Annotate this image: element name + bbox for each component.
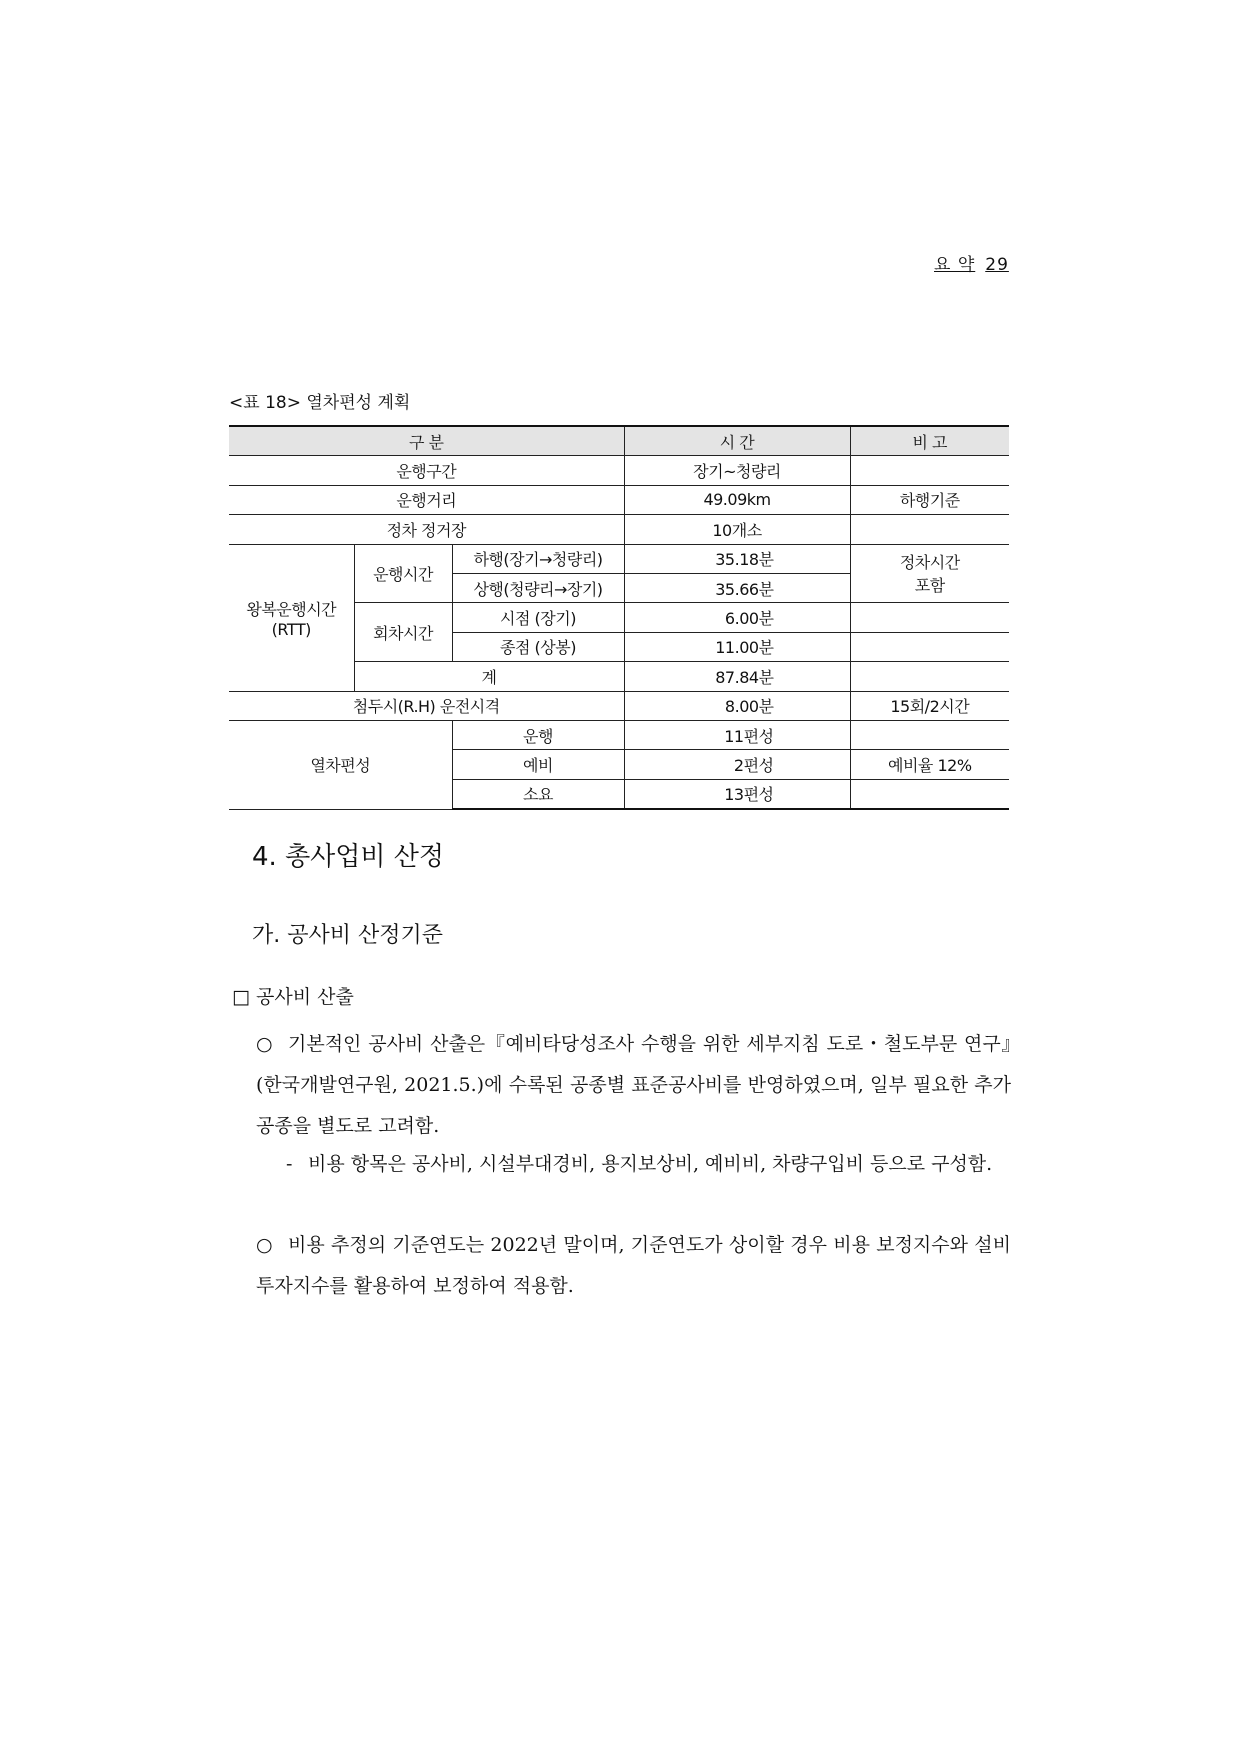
page-number: 29: [985, 255, 1009, 275]
row-label: 시점 (장기): [452, 603, 624, 632]
row-note: [850, 662, 1009, 691]
dash-paragraph: [286, 1144, 1011, 1185]
bullet-paragraph: [256, 1225, 1011, 1307]
table-row: [229, 515, 1009, 544]
row-value: 6.00분: [624, 603, 850, 632]
table-header-row: [229, 426, 1009, 456]
row-note: 예비율 12%: [850, 750, 1009, 779]
row-value: 13편성: [624, 779, 850, 809]
table-row: [229, 544, 1009, 573]
rtt-label: 왕복운행시간 (RTT): [229, 544, 354, 691]
row-label: 종점 (상봉): [452, 632, 624, 661]
dash-text: 비용 항목은 공사비, 시설부대경비, 용지보상비, 예비비, 차량구입비 등으로 구성함.: [308, 1153, 993, 1175]
row-value: 35.18분: [624, 544, 850, 573]
bullet-marker: ○: [256, 1033, 273, 1055]
row-value: 8.00분: [624, 691, 850, 720]
row-value: 49.09km: [624, 485, 850, 514]
subsection-title: 가. 공사비 산정기준: [252, 923, 443, 948]
run-note: 정차시간 포함: [850, 544, 1009, 603]
row-note: [850, 515, 1009, 544]
row-value: 11.00분: [624, 632, 850, 661]
row-label: 하행(장기→청량리): [452, 544, 624, 573]
header-category: 구 분: [229, 426, 624, 456]
page-header: [934, 250, 1009, 275]
row-note: [850, 456, 1009, 485]
row-note: 15회/2시간: [850, 691, 1009, 720]
row-value: 10개소: [624, 515, 850, 544]
bullet-marker: ○: [256, 1234, 273, 1256]
row-label: 첨두시(R.H) 운전시격: [229, 691, 624, 720]
row-note: [850, 779, 1009, 809]
bullet-text: 기본적인 공사비 산출은『예비타당성조사 수행을 위한 세부지침 도로・철도부문 연구』(한국개발연구원, 2021.5.)에 수록된 공종별 표준공사비를 반영하였으며, 일부 필요한 추가공종을 별도로 고려함.: [256, 1033, 1011, 1137]
row-label: 정차 정거장: [229, 515, 624, 544]
bullet-paragraph: [256, 1024, 1011, 1147]
turn-time-label: 회차시간: [354, 603, 452, 662]
run-time-label: 운행시간: [354, 544, 452, 603]
header-time: 시 간: [624, 426, 850, 456]
row-value: 2편성: [624, 750, 850, 779]
header-section: 요 약: [934, 255, 976, 275]
row-value: 35.66분: [624, 573, 850, 602]
row-note: 하행기준: [850, 485, 1009, 514]
row-value: 장기~청량리: [624, 456, 850, 485]
row-label: 운행구간: [229, 456, 624, 485]
header-note: 비 고: [850, 426, 1009, 456]
row-value: 87.84분: [624, 662, 850, 691]
row-value: 11편성: [624, 720, 850, 749]
row-note: [850, 603, 1009, 632]
row-label: 운행거리: [229, 485, 624, 514]
table-caption: <표 18> 열차편성 계획: [229, 393, 411, 413]
table-row: [229, 691, 1009, 720]
dash-marker: -: [286, 1153, 293, 1175]
row-label: 예비: [452, 750, 624, 779]
row-label: 운행: [452, 720, 624, 749]
bullet-text: 비용 추정의 기준연도는 2022년 말이며, 기준연도가 상이할 경우 비용 보정지수와 설비투자지수를 활용하여 보정하여 적용함.: [256, 1234, 1011, 1297]
table-row: [229, 456, 1009, 485]
box-item: □ 공사비 산출: [232, 986, 354, 1008]
row-note: [850, 720, 1009, 749]
row-note: [850, 632, 1009, 661]
fleet-label: 열차편성: [229, 720, 452, 809]
row-label: 상행(청량리→장기): [452, 573, 624, 602]
table-row: [229, 720, 1009, 749]
row-label: 계: [354, 662, 624, 691]
section-title: 4. 총사업비 산정: [252, 842, 445, 872]
row-label: 소요: [452, 779, 624, 809]
table-row: [229, 485, 1009, 514]
train-formation-table: [229, 425, 1009, 810]
